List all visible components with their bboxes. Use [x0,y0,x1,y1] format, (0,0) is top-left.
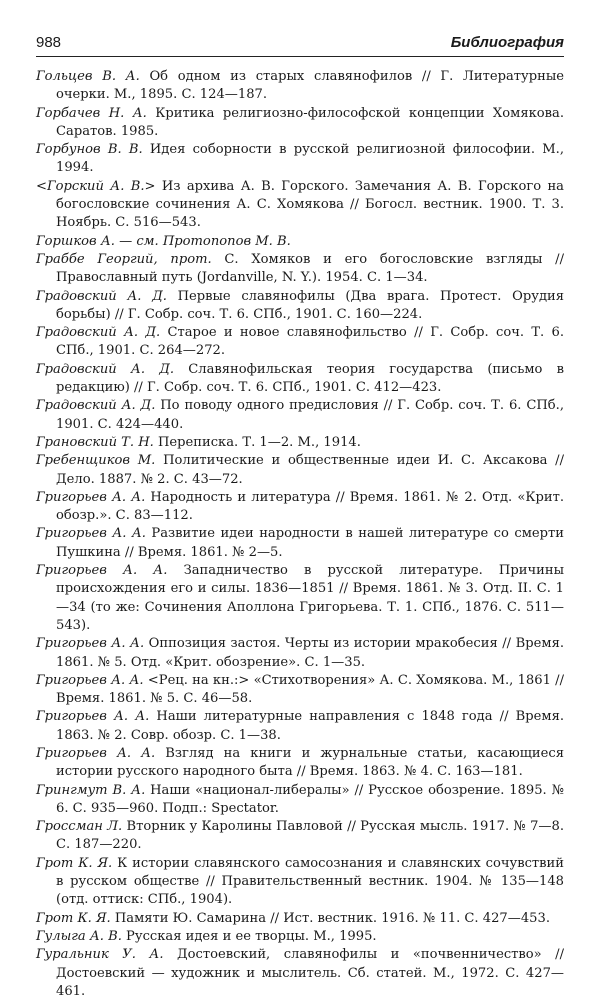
entry-text: Народность и литература // Время. 1861. № 2. Отд. «Крит. обозр.». С. 83—112. [56,489,564,524]
entry-text: Наши литературные направления с 1848 года // Время. 1863. № 2. Совр. обозр. С. 1—38. [56,709,564,743]
bibliography-entry [36,251,564,288]
bibliography-list [36,68,564,1001]
running-header [36,34,564,57]
bibliography-entry [36,361,564,398]
entry-text: Русская идея и ее творцы. М., 1995. [121,928,377,944]
section-title: Библиография [450,34,564,51]
bibliography-entry [36,635,564,672]
entry-author: Гулыга А. В. [36,928,122,944]
bibliography-entry [36,288,564,325]
bibliography-page [36,34,564,1001]
entry-text: Критика религиозно-философской концепции Хомякова. Саратов. 1985. [56,105,564,139]
entry-text: Достоевский, славянофилы и «почвенничество» // Достоевский — художник и мыслитель. Сб. статей. М., 1972. С. 427—461. [56,947,564,999]
entry-text: Развитие идеи народности в нашей литературе со смерти Пушкина // Время. 1861. № 2—5. [56,526,564,560]
entry-text: Наши «национал-либералы» // Русское обозрение. 1895. № 6. С. 935—960. Подп.: Spectator. [56,782,564,816]
entry-author: Гребенщиков М. [36,453,156,469]
entry-author: Градовский А. Д. [36,398,156,414]
entry-author: Гроссман Л. [36,819,123,835]
entry-author: Григорьев А. А. [36,526,146,542]
bibliography-entry [36,105,564,142]
bibliography-entry [36,324,564,361]
entry-author: Гуральник У. А. [36,947,164,963]
bibliography-entry [36,525,564,562]
page-number: 988 [36,34,62,51]
entry-text: <Рец. на кн.:> «Стихотворения» А. С. Хомякова. М., 1861 // Время. 1861. № 5. С. 46—58. [56,672,564,707]
entry-author: Горшков А. — см. Протопопов М. В. [36,233,291,249]
entry-author: Градовский А. Д. [36,288,167,304]
bibliography-entry [36,946,564,1001]
entry-text: Об одном из старых славянофилов // Г. Литературные очерки. М., 1895. С. 124—187. [56,69,564,103]
entry-author: Грот К. Я. [36,855,113,871]
entry-author: Горбачев Н. А. [36,105,147,121]
bibliography-entry [36,233,564,251]
entry-author: Грингмут В. А. [36,782,146,798]
entry-text: Идея соборности в русской религиозной философии. М., 1994. [56,142,565,176]
bibliography-entry [36,672,564,709]
entry-text: Старое и новое славянофильство // Г. Собр. соч. Т. 6. СПб., 1901. С. 264—272. [56,325,565,359]
entry-text: Западничество в русской литературе. Причины происхождения его и силы. 1836—1851 // Время. 1861. № 3. Отд. II. С. 1—34 (то же: Сочинения Аполлона Григорьева. Т. 1. СПб., 1876. С. 511—543). [56,563,564,633]
entry-text: По поводу одного предисловия // Г. Собр. соч. Т. 6. СПб., 1901. С. 424—440. [56,398,565,432]
entry-author: Граббе Георгий, прот. [36,251,212,267]
bibliography-entry [36,489,564,526]
bibliography-entry [36,928,564,946]
bibliography-entry [36,397,564,434]
entry-text: Вторник у Каролины Павловой // Русская мысль. 1917. № 7—8. С. 187—220. [56,819,565,853]
bibliography-entry [36,910,564,928]
entry-text: Славянофильская теория государства (письмо в редакцию) // Г. Собр. соч. Т. 6. СПб., 1901. С. 412—423. [56,361,565,396]
bibliography-entry [36,434,564,452]
bibliography-entry [36,818,564,855]
entry-text: Памяти Ю. Самарина // Ист. вестник. 1916. № 11. С. 427—453. [110,910,550,926]
entry-text: Оппозиция застоя. Черты из истории мракобесия // Время. 1861. № 5. Отд. «Крит. обозрение». С. 1—35. [56,636,564,670]
entry-author: Григорьев А. А. [36,672,144,688]
entry-author: <Горский А. В.> [36,178,156,194]
bibliography-entry [36,452,564,489]
bibliography-entry [36,178,564,233]
entry-text: К истории славянского самосознания и славянских сочувствий в русском обществе // Правительственный вестник. 1904. № 135—148 (отд. оттиск: СПб., 1904). [56,855,564,908]
bibliography-entry [36,708,564,745]
entry-text: Политические и общественные идеи И. С. Аксакова // Дело. 1887. № 2. С. 43—72. [56,453,564,487]
entry-author: Грот К. Я. [36,910,111,926]
entry-text: С. Хомяков и его богословские взгляды // Православный путь (Jordanville, N. Y.). 1954. С. 1—34. [56,251,564,286]
entry-text: Переписка. Т. 1—2. М., 1914. [153,434,361,450]
entry-author: Григорьев А. А. [36,636,145,652]
bibliography-entry [36,745,564,782]
bibliography-entry [36,141,564,178]
entry-author: Градовский А. Д. [36,325,161,341]
entry-author: Грановский Т. Н. [36,434,154,450]
bibliography-entry [36,68,564,105]
entry-text: Взгляд на книги и журнальные статьи, касающиеся истории русского народного быта // Время. 1863. № 4. С. 163—181. [56,745,564,780]
entry-author: Григорьев А. А. [36,489,146,505]
entry-text: Первые славянофилы (Два врага. Протест. Орудия борьбы) // Г. Собр. соч. Т. 6. СПб., 1901. С. 160—224. [56,288,565,322]
entry-text: Из архива А. В. Горского. Замечания А. В. Горского на богословские сочинения А. С. Хомякова // Богосл. вестник. 1900. Т. 3. Ноябрь. С. 516—543. [56,178,564,231]
entry-author: Григорьев А. А. [36,709,150,725]
entry-author: Григорьев А. А. [36,745,156,761]
entry-author: Градовский А. Д. [36,361,175,377]
bibliography-entry [36,782,564,819]
entry-author: Григорьев А. А. [36,563,168,579]
bibliography-entry [36,855,564,910]
entry-author: Гольцев В. А. [36,69,140,84]
entry-author: Горбунов В. В. [36,142,143,158]
bibliography-entry [36,562,564,635]
